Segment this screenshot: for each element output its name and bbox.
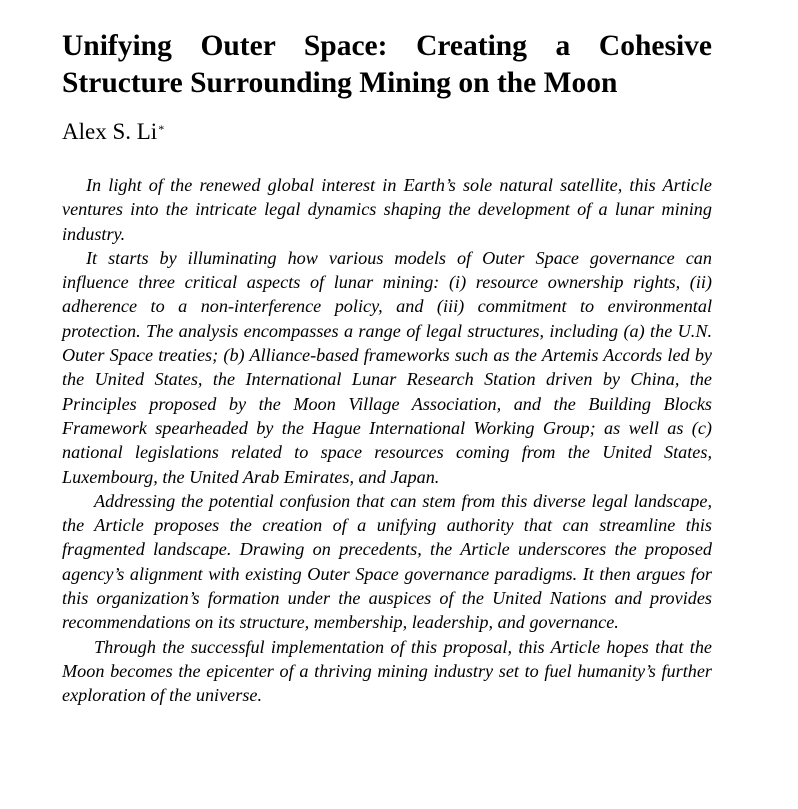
article-title-line-2: Structure Surrounding Mining on the Moon [62, 67, 618, 99]
abstract [62, 173, 712, 708]
abstract-paragraph-1: In light of the renewed global interest in Earth’s sole natural satellite, this Article ventures into the intricate legal dynamics shaping the development of a lunar mining industry. [62, 175, 712, 244]
author-name: Alex S. Li [62, 119, 158, 144]
abstract-paragraph-2: It starts by illuminating how various models of Outer Space governance can influence three critical aspects of lunar mining: (i) resource ownership rights, (ii) adherence to a non-interference policy, and (iii) commitment to environmental protection. The analysis encompasses a range of legal structures, including (a) the U.N. Outer Space treaties; (b) Alliance-based frameworks such as the Artemis Accords led by the United States, the International Lunar Research Station driven by China, the Principles proposed by the Moon Village Association, and the Building Blocks Framework spearheaded by the Hague International Working Group; as well as (c) national legislations related to space resources coming from the United States, Luxembourg, the United Arab Emirates, and Japan. [62, 247, 712, 487]
abstract-paragraph-3: Addressing the potential confusion that can stem from this diverse legal landscape, the Article proposes the creation of a unifying authority that can streamline this fragmented landscape. Drawing on precedents, the Article underscores the proposed agency’s alignment with existing Outer Space governance paradigms. It then argues for this organization’s formation under the auspices of the United Nations and provides recommendations on its structure, membership, leadership, and governance. [62, 490, 712, 633]
article-title [62, 28, 712, 102]
author-line [62, 118, 712, 146]
author-footnote-marker[interactable]: * [158, 122, 165, 136]
article-page [62, 28, 712, 708]
abstract-paragraph-4: Through the successful implementation of this proposal, this Article hopes that the Moon becomes the epicenter of a thriving mining industry set to fuel humanity’s further exploration of the universe. [62, 636, 712, 706]
article-title-line-1: Unifying Outer Space: Creating a Cohesive [62, 30, 712, 62]
